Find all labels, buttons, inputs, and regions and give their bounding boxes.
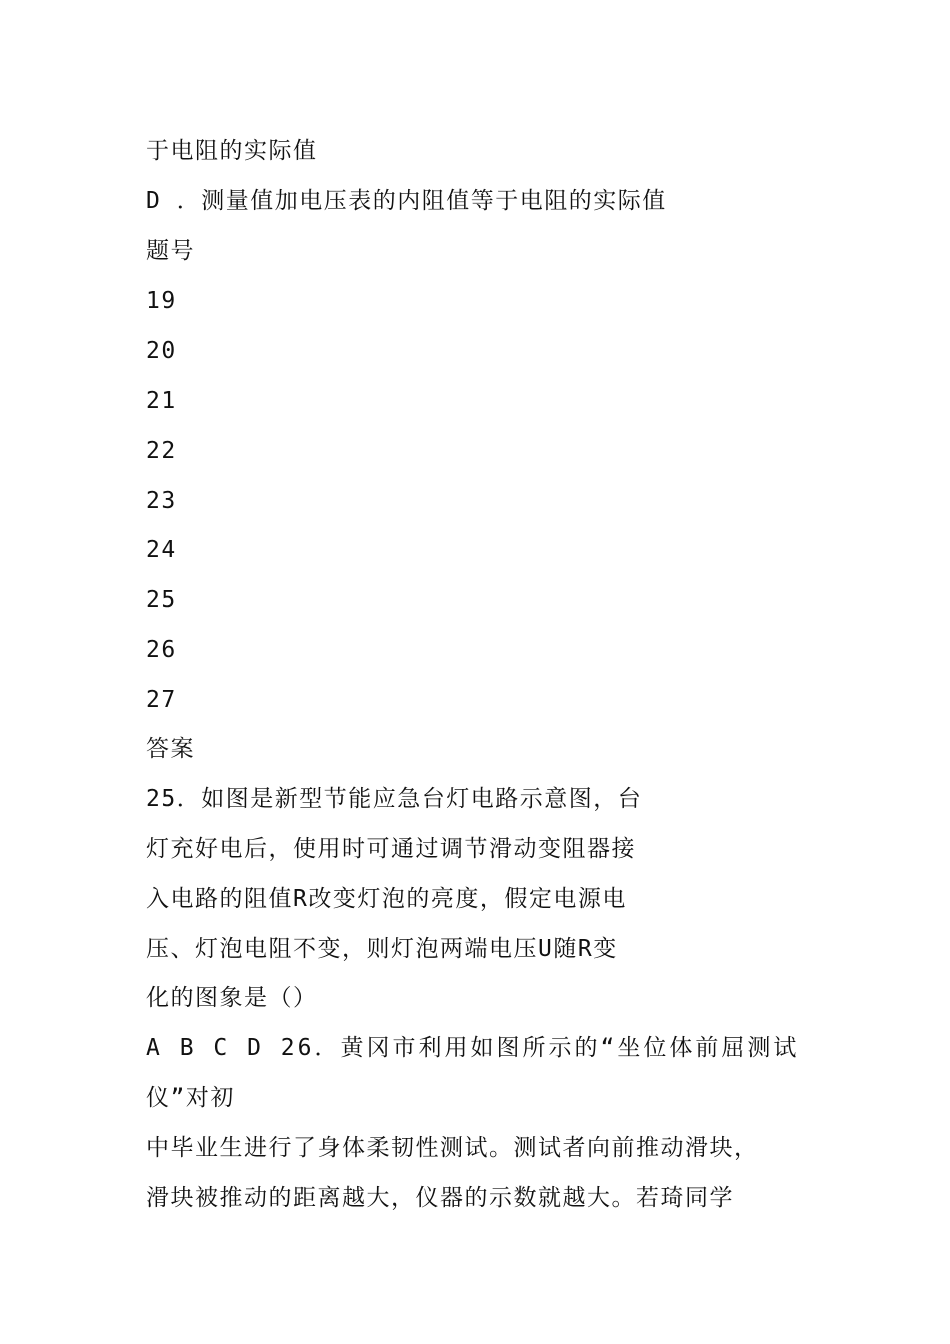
- question-number: 27: [146, 687, 177, 713]
- question-number: 26: [146, 637, 177, 663]
- question-25-text: 化的图象是（）: [146, 985, 318, 1011]
- question-25-text: 入电路的阻值R改变灯泡的亮度，假定电源电: [146, 886, 627, 912]
- question-26-text: 滑块被推动的距离越大，仪器的示数就越大。若琦同学: [146, 1185, 734, 1211]
- option-d-line: D ．测量值加电压表的内阻值等于电阻的实际值: [146, 188, 667, 214]
- table-header-answer: 答案: [146, 736, 195, 762]
- question-26-text: 仪”对初: [146, 1085, 235, 1111]
- options-and-question-26: A B C D 26．黄冈市利用如图所示的“坐位体前屈测试: [146, 1035, 800, 1061]
- question-number: 19: [146, 288, 177, 314]
- question-number: 20: [146, 338, 177, 364]
- question-number: 25: [146, 587, 177, 613]
- question-number: 23: [146, 488, 177, 514]
- text-line: 于电阻的实际值: [146, 138, 318, 164]
- question-25-text: 灯充好电后，使用时可通过调节滑动变阻器接: [146, 836, 636, 862]
- question-26-text: 中毕业生进行了身体柔韧性测试。测试者向前推动滑块，: [146, 1135, 759, 1161]
- table-header-question-number: 题号: [146, 238, 195, 264]
- question-25-text: 25．如图是新型节能应急台灯电路示意图，台: [146, 786, 643, 812]
- question-25-text: 压、灯泡电阻不变，则灯泡两端电压U随R变: [146, 936, 618, 962]
- question-number: 21: [146, 388, 177, 414]
- question-number: 24: [146, 537, 177, 563]
- question-number: 22: [146, 438, 177, 464]
